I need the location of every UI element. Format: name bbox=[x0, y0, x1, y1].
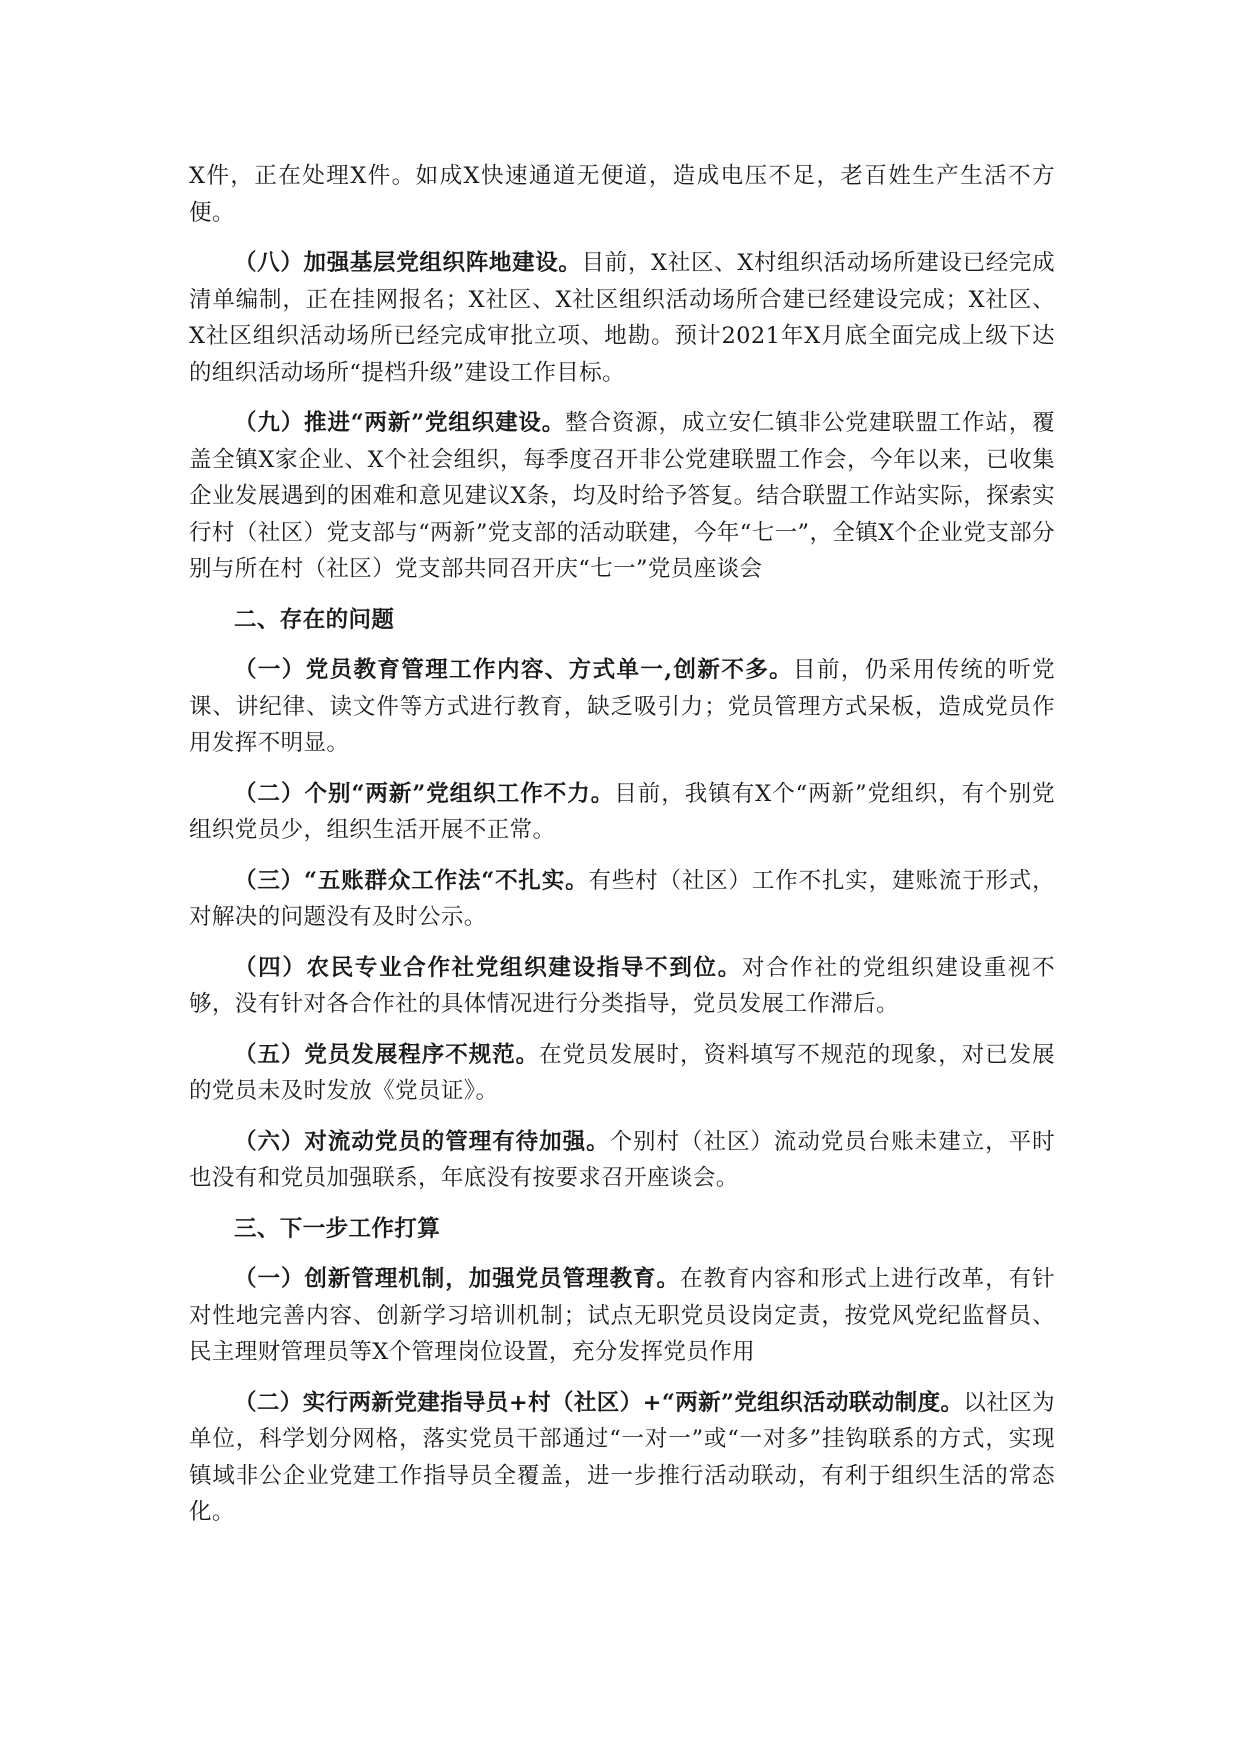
plan-paragraph bbox=[189, 1261, 1055, 1371]
paragraph-lead: （二）实行两新党建指导员+村（社区）+“两新”党组织活动联动制度。 bbox=[234, 1389, 964, 1416]
paragraph-body: 以社区为单位，科学划分网格，落实党员干部通过“一对一”或“一对多”挂钩联系的方式，实现镇域非公企业党建工作指导员全覆盖，进一步推行活动联动，有利于组织生活的常态化。 bbox=[189, 1389, 1055, 1525]
plan-paragraph bbox=[189, 1385, 1055, 1531]
paragraph-body: 在党员发展时，资料填写不规范的现象，对已发展的党员未及时发放《党员证》。 bbox=[189, 1041, 1055, 1104]
paragraph-body: 在教育内容和形式上进行改革，有针对性地完善内容、创新学习培训机制；试点无职党员设岗定责，按党风党纪监督员、民主理财管理员等X个管理岗位设置，充分发挥党员作用 bbox=[189, 1266, 1055, 1365]
paragraph-lead: （一）创新管理机制，加强党员管理教育。 bbox=[234, 1266, 680, 1292]
paragraph-lead: （五）党员发展程序不规范。 bbox=[234, 1041, 540, 1068]
paragraph-two-new-organizations bbox=[189, 405, 1055, 588]
paragraph-lead: （四）农民专业合作社党组织建设指导不到位。 bbox=[234, 954, 742, 981]
paragraph-body: 目前，X社区、X村组织活动场所建设已经完成清单编制，正在挂网报名；X社区、X社区组织活动场所合建已经建设完成；X社区、X社区组织活动场所已经完成审批立项、地勘。预计2021年X月底全面完成上级下达的组织活动场所“提档升级”建设工作目标。 bbox=[189, 250, 1055, 386]
paragraph-body: 目前，仍采用传统的听党课、讲纪律、读文件等方式进行教育，缺乏吸引力；党员管理方式呆板，造成党员作用发挥不明显。 bbox=[189, 657, 1055, 756]
problem-paragraph bbox=[189, 863, 1055, 936]
paragraph-body: X件，正在处理X件。如成X快速通道无便道，造成电压不足，老百姓生产生活不方便。 bbox=[189, 163, 1055, 226]
problem-paragraph bbox=[189, 776, 1055, 849]
continuation-paragraph bbox=[189, 158, 1055, 231]
paragraph-body: 个别村（社区）流动党员台账未建立，平时也没有和党员加强联系，年底没有按要求召开座谈会。 bbox=[189, 1128, 1055, 1191]
problem-paragraph bbox=[189, 652, 1055, 762]
paragraph-lead: （九）推进“两新”党组织建设。 bbox=[234, 410, 566, 436]
paragraph-body: 目前，我镇有X个“两新”党组织，有个别党组织党员少，组织生活开展不正常。 bbox=[189, 780, 1055, 843]
paragraph-lead: （六）对流动党员的管理有待加强。 bbox=[234, 1128, 610, 1155]
paragraph-site-construction bbox=[189, 245, 1055, 391]
paragraph-lead: （八）加强基层党组织阵地建设。 bbox=[234, 250, 582, 276]
paragraph-body: 对合作社的党组织建设重视不够，没有针对各合作社的具体情况进行分类指导，党员发展工作滞后。 bbox=[189, 954, 1056, 1017]
paragraph-body: 有些村（社区）工作不扎实，建账流于形式，对解决的问题没有及时公示。 bbox=[189, 867, 1055, 930]
section-heading-problems: 二、存在的问题 bbox=[234, 606, 395, 633]
paragraph-lead: （一）党员教育管理工作内容、方式单一,创新不多。 bbox=[234, 657, 794, 683]
problem-paragraph bbox=[189, 1037, 1055, 1110]
problem-paragraph bbox=[189, 950, 1055, 1023]
paragraph-lead: （二）个别“两新”党组织工作不力。 bbox=[234, 780, 615, 807]
paragraph-lead: （三）“五账群众工作法“不扎实。 bbox=[234, 867, 589, 894]
problem-paragraph bbox=[189, 1124, 1055, 1197]
section-heading-next-steps: 三、下一步工作打算 bbox=[234, 1215, 441, 1242]
paragraph-body: 整合资源，成立安仁镇非公党建联盟工作站，覆盖全镇X家企业、X个社会组织，每季度召开非公党建联盟工作会，今年以来，已收集企业发展遇到的困难和意见建议X条，均及时给予答复。结合联盟工作站实际，探索实行村（社区）党支部与“两新”党支部的活动联建，今年“七一”，全镇X个企业党支部分别与所在村（社区）党支部共同召开庆“七一”党员座谈会 bbox=[189, 410, 1055, 582]
